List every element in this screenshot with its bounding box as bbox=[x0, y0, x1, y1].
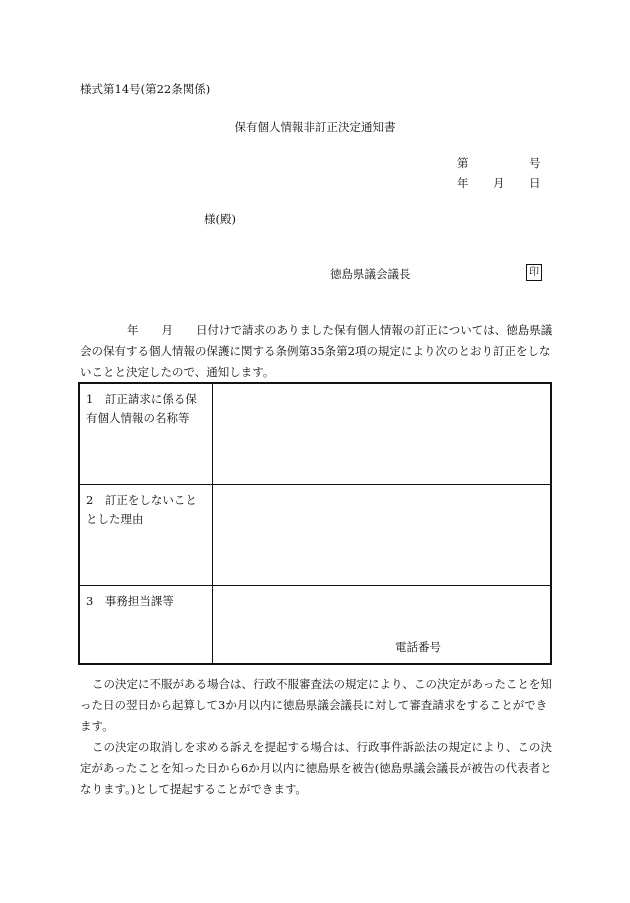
row-value bbox=[213, 383, 552, 484]
row-label: 2 訂正をしないこととした理由 bbox=[79, 484, 213, 585]
intro-paragraph: 年 月 日付けで請求のありました保有個人情報の訂正については、徳島県議会の保有する個人情報の保護に関する条例第35条第2項の規定により次のとおり訂正をしないことと決定したので、通知します。 bbox=[80, 323, 553, 379]
table-row bbox=[79, 585, 551, 664]
row-label: 3 事務担当課等 bbox=[79, 585, 213, 664]
document-title: 保有個人情報非訂正決定通知書 bbox=[234, 120, 396, 134]
table-row bbox=[79, 383, 551, 484]
table-row bbox=[79, 484, 551, 585]
row-label: 1 訂正請求に係る保有個人情報の名称等 bbox=[79, 383, 213, 484]
number-prefix: 第 bbox=[457, 156, 469, 170]
row-value bbox=[213, 484, 552, 585]
addressee-label: 様(殿) bbox=[204, 212, 236, 226]
row-value bbox=[213, 585, 552, 664]
issue-date-line bbox=[457, 175, 541, 191]
date-month: 月 bbox=[493, 176, 505, 190]
date-year: 年 bbox=[457, 176, 469, 190]
form-number-label: 様式第14号(第22条関係) bbox=[80, 82, 211, 96]
details-table bbox=[78, 382, 552, 665]
seal-mark: 印 bbox=[526, 264, 542, 281]
lawsuit-note: この決定の取消しを求める訴えを提起する場合は、行政事件訴訟法の規定により、この決定があったことを知った日から6か月以内に徳島県を被告(徳島県議会議長が被告の代表者となります。)として提起することができます。 bbox=[80, 740, 552, 796]
number-suffix: 号 bbox=[529, 156, 541, 170]
phone-number-label: 電話番号 bbox=[395, 640, 441, 654]
sender-name: 徳島県議会議長 bbox=[330, 267, 411, 281]
document-number-line bbox=[457, 155, 541, 171]
date-day: 日 bbox=[529, 176, 541, 190]
appeal-note: この決定に不服がある場合は、行政不服審査法の規定により、この決定があったことを知った日の翌日から起算して3か月以内に徳島県議会議長に対して審査請求をすることができます。 bbox=[80, 677, 552, 733]
